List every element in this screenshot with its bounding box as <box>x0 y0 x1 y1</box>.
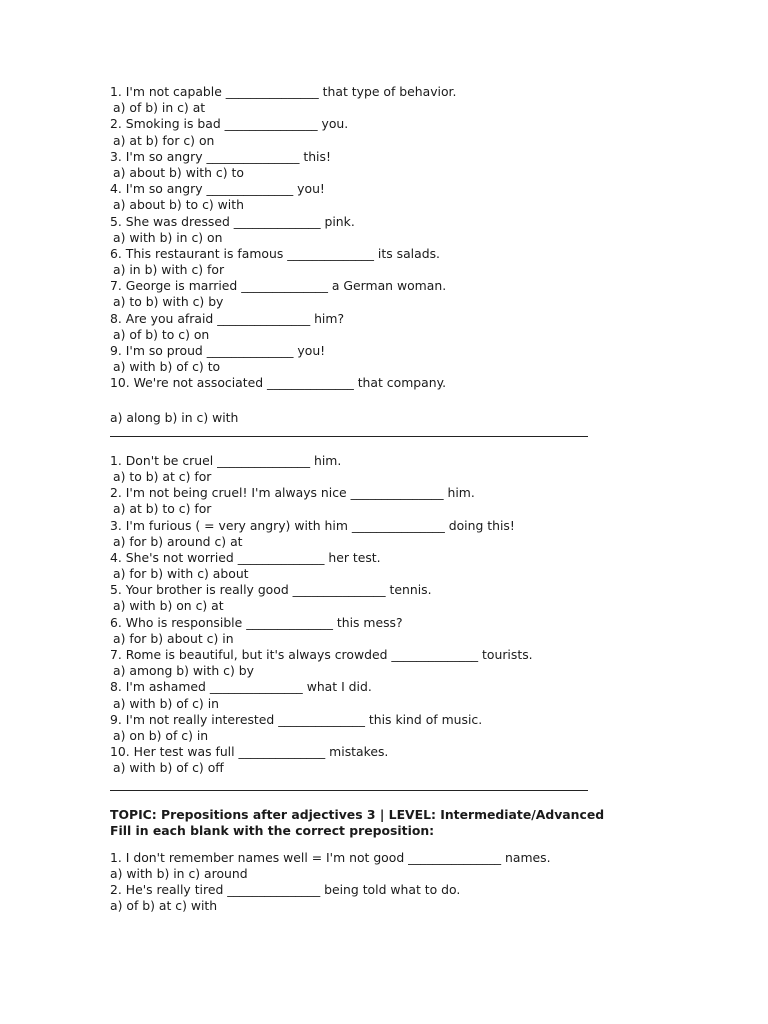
question: 4. I'm so angry ______________ you! <box>110 181 325 197</box>
worksheet-page <box>110 84 710 915</box>
section-3 <box>110 807 710 915</box>
question: 5. Your brother is really good _______________ tennis. <box>110 582 432 598</box>
divider-line <box>110 436 588 437</box>
question: 3. I'm so angry _______________ this! <box>110 148 331 164</box>
answer-options: a) with b) of c) in <box>113 695 219 711</box>
answer-options: a) to b) at c) for <box>113 468 212 484</box>
question: 2. Smoking is bad _______________ you. <box>110 116 349 132</box>
instruction-heading: Fill in each blank with the correct preposition: <box>110 822 435 838</box>
question: 2. I'm not being cruel! I'm always nice _______________ him. <box>110 485 475 501</box>
question: 1. I'm not capable _______________ that type of behavior. <box>110 84 457 99</box>
question: 7. Rome is beautiful, but it's always crowded ______________ tourists. <box>110 647 533 662</box>
answer-options: a) at b) for c) on <box>113 132 215 148</box>
question: 3. I'm furious ( = very angry) with him _______________ doing this! <box>110 517 515 533</box>
answer-options: a) about b) to c) with <box>113 197 244 213</box>
divider-line <box>110 790 588 791</box>
answer-options: a) for b) around c) at <box>113 533 243 549</box>
question: 8. I'm ashamed _______________ what I did. <box>110 679 372 695</box>
question: 5. She was dressed ______________ pink. <box>110 213 355 229</box>
answer-options: a) with b) on c) at <box>113 598 224 614</box>
question: 1. I don't remember names well = I'm not good _______________ names. <box>110 849 551 865</box>
section-2 <box>110 453 710 777</box>
question: 9. I'm not really interested ______________ this kind of music. <box>110 711 483 727</box>
answer-options: a) among b) with c) by <box>113 663 254 679</box>
answer-options: a) along b) in c) with <box>110 409 239 425</box>
answer-options: a) on b) of c) in <box>113 727 209 743</box>
question: 7. George is married ______________ a German woman. <box>110 278 447 294</box>
answer-options: a) in b) with c) for <box>113 262 225 278</box>
question: 9. I'm so proud ______________ you! <box>110 343 326 358</box>
answer-options: a) to b) with c) by <box>113 294 224 310</box>
question: 1. Don't be cruel _______________ him. <box>110 452 342 468</box>
question: 8. Are you afraid _______________ him? <box>110 310 345 326</box>
answer-options: a) of b) at c) with <box>110 898 218 914</box>
answer-options: a) with b) in c) around <box>110 866 248 882</box>
answer-options: a) of b) to c) on <box>113 326 210 342</box>
answer-options: a) with b) of c) off <box>113 760 224 776</box>
answer-options: a) at b) to c) for <box>113 501 212 517</box>
section-1 <box>110 84 710 426</box>
topic-heading: TOPIC: Prepositions after adjectives 3 | LEVEL: Intermediate/Advanced <box>110 806 605 822</box>
answer-options: a) for b) with c) about <box>113 566 249 582</box>
question: 6. This restaurant is famous ______________ its salads. <box>110 245 440 261</box>
question: 2. He's really tired _______________ being told what to do. <box>110 882 461 898</box>
answer-options: a) of b) in c) at <box>113 100 206 116</box>
question: 10. Her test was full ______________ mistakes. <box>110 744 389 760</box>
answer-options: a) with b) in c) on <box>113 229 223 245</box>
question: 10. We're not associated ______________ that company. <box>110 375 447 391</box>
answer-options: a) with b) of c) to <box>113 359 221 375</box>
answer-options: a) for b) about c) in <box>113 630 234 646</box>
question: 6. Who is responsible ______________ this mess? <box>110 614 403 630</box>
question: 4. She's not worried ______________ her test. <box>110 549 381 565</box>
answer-options: a) about b) with c) to <box>113 164 244 180</box>
